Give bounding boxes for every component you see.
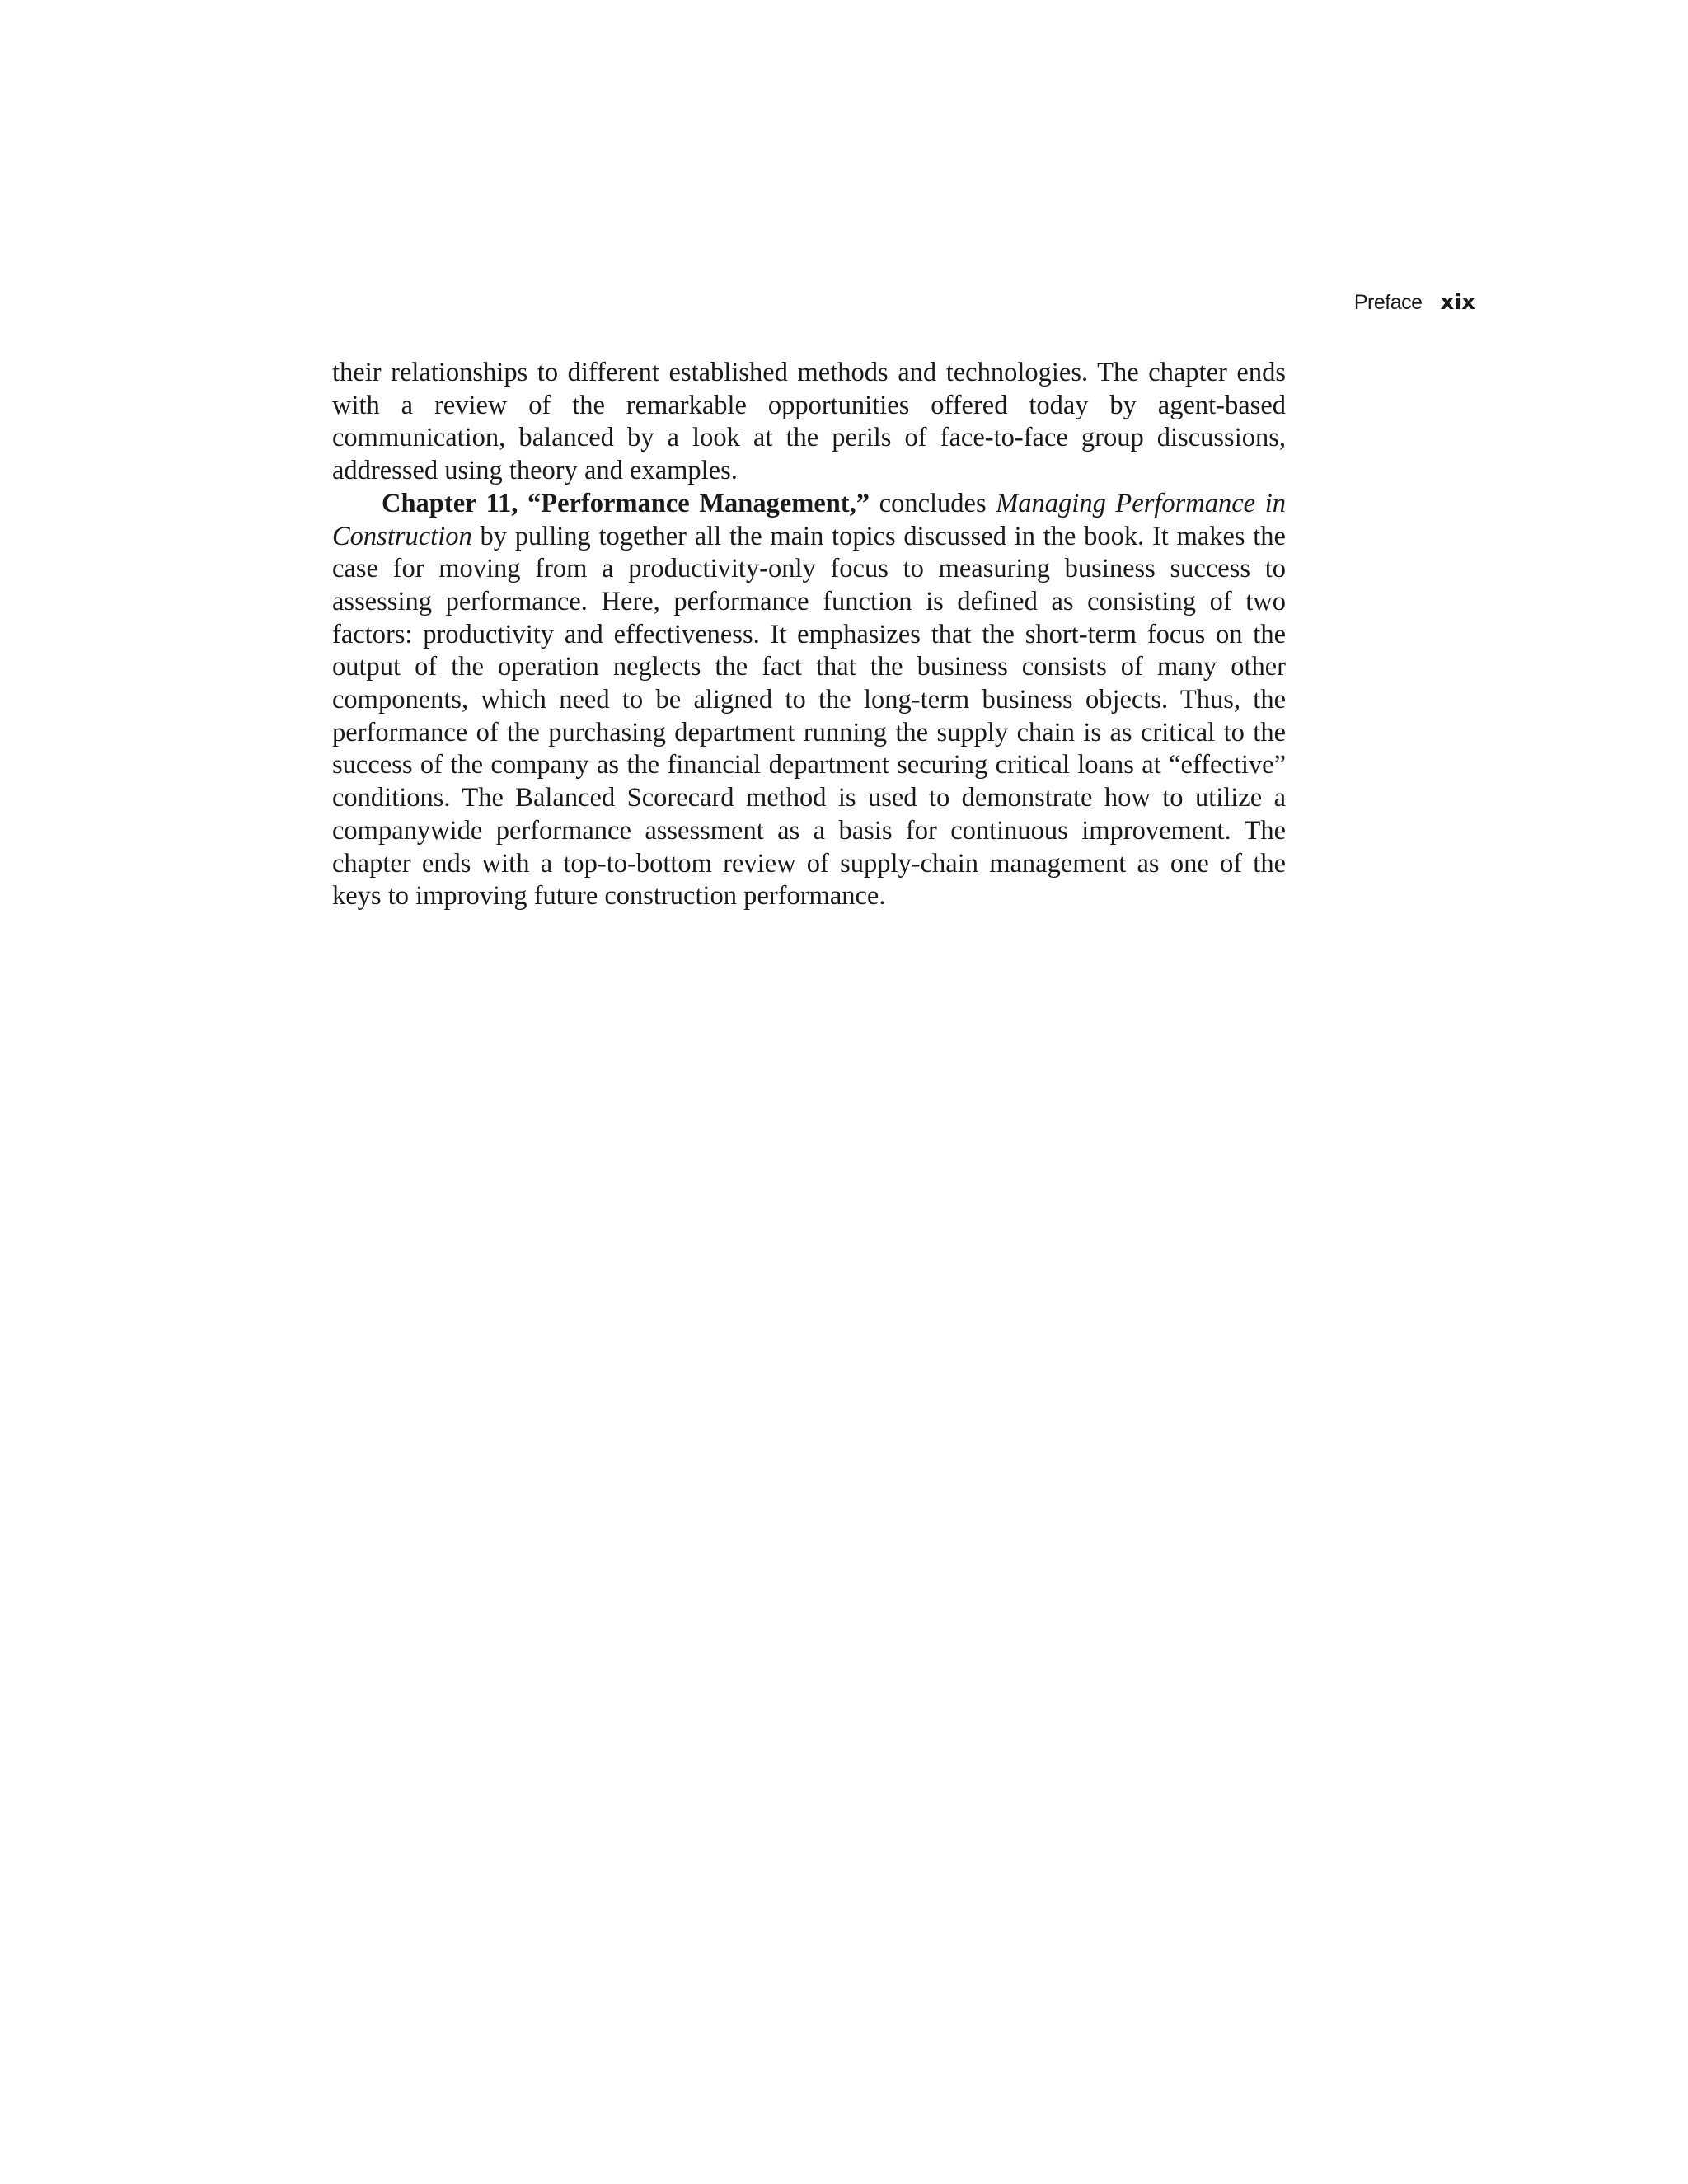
chapter-heading-inline: Chapter 11, “Performance Management,”: [382, 488, 870, 518]
running-head: [1352, 288, 1475, 320]
body-text: [332, 357, 1286, 913]
book-title: Managing Performance in Construction: [332, 488, 1287, 551]
paragraph-text: by pulling together all the main topics discussed in the book. It makes the case for moving from a productivity-only focus to measuring business success to assessing performance. Here, performance function is defined as consisting of two factors: productivity and effectiveness. It emphasizes that the short-term focus on the output of the operation neglects the fact that the business consists of many other components, which need to be aligned to the long-term business objects. Thus, the performance of the purchasing department running the supply chain is as critical to the success of the company as the financial department securing critical loans at “effective” conditions. The Balanced Scorecard method is used to demonstrate how to utilize a companywide performance assessment as a basis for continuous improvement. The chapter ends with a top-to-bottom review of supply-chain management as one of the keys to improving future construction performance.: [332, 521, 1286, 912]
page-number: xix: [1440, 290, 1475, 315]
paragraph-chapter-11: [332, 488, 1286, 913]
running-head-title: Preface: [1353, 291, 1423, 314]
paragraph-text: concludes: [870, 488, 996, 518]
paragraph-continued: their relationships to different established methods and technologies. The chapter ends with a review of the remarkable opportunities offered today by agent-based communication, balanced by a look at the perils of face-to-face group discussions, addressed using theory and examples.: [332, 358, 1286, 486]
